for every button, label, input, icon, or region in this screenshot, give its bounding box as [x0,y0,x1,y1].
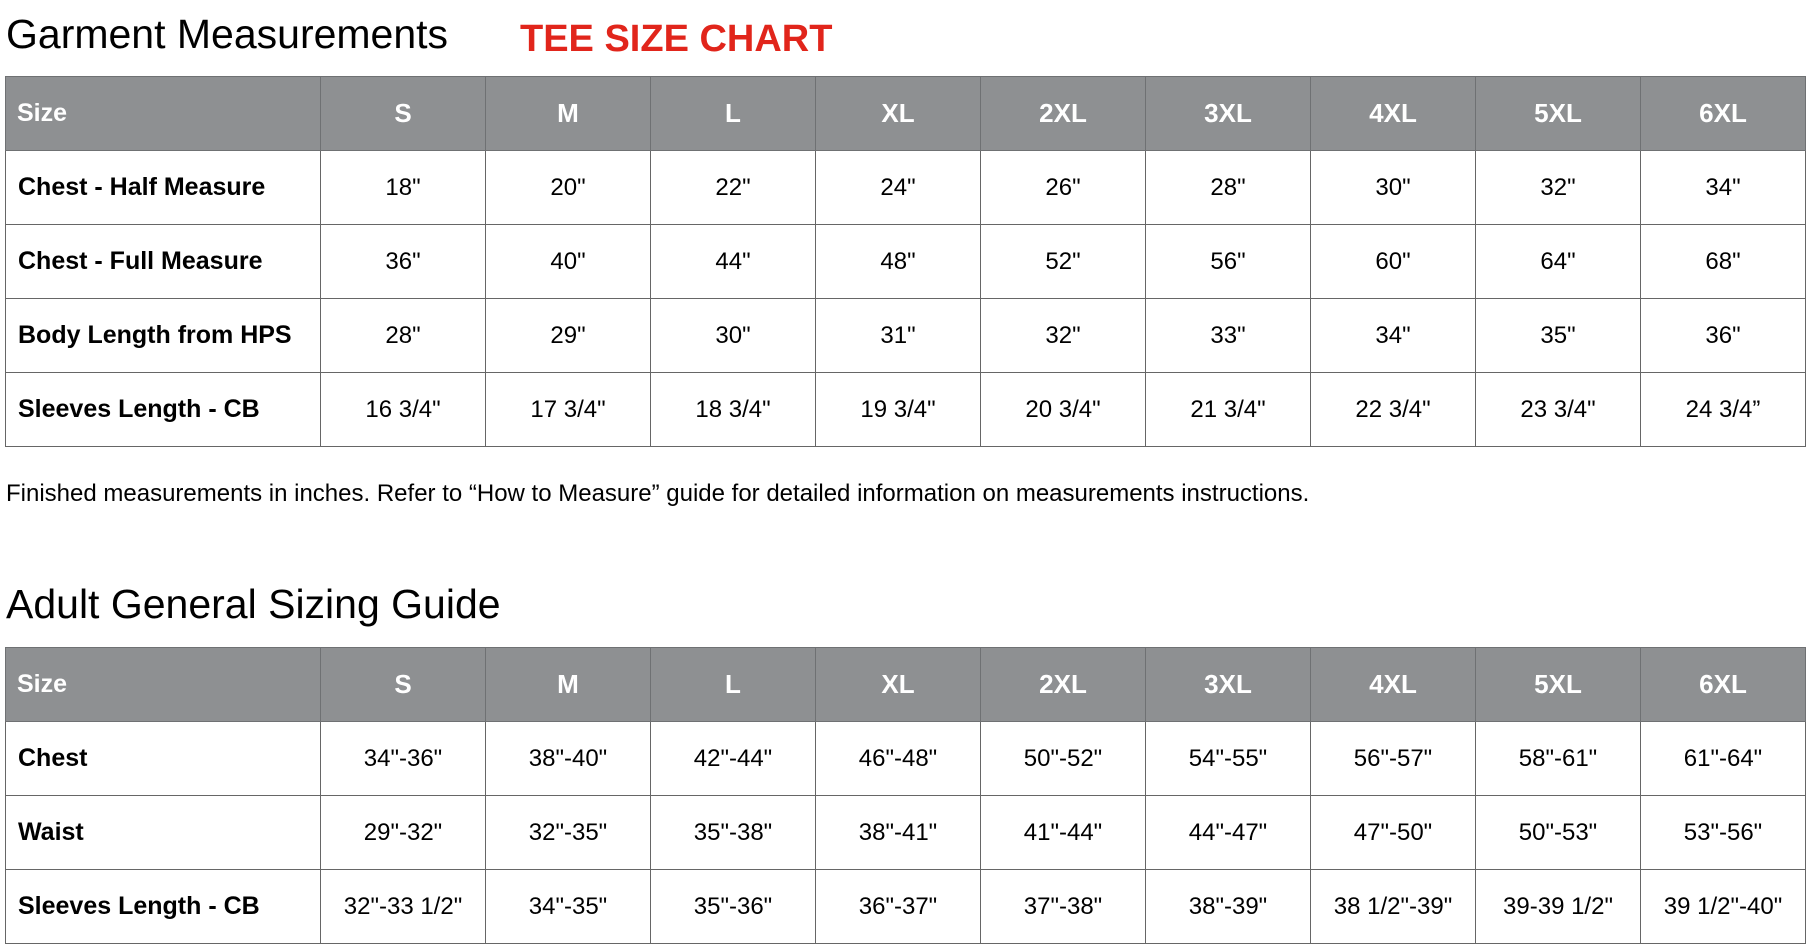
measurement-cell: 34"-35" [486,870,651,944]
measurement-note: Finished measurements in inches. Refer to “How to Measure” guide for detailed information on measurements instructions. [6,480,1310,507]
measurement-cell: 42"-44" [651,722,816,796]
size-column-header: 5XL [1476,648,1641,722]
table-row [6,225,1806,299]
measurement-cell: 28" [321,299,486,373]
size-column-header: 6XL [1641,648,1806,722]
measurement-cell: 40" [486,225,651,299]
size-column-header: 6XL [1641,77,1806,151]
table-row [6,373,1806,447]
table-row [6,722,1806,796]
measurement-cell: 34" [1311,299,1476,373]
size-column-header: 4XL [1311,77,1476,151]
measurement-cell: 23 3/4" [1476,373,1641,447]
row-label: Sleeves Length - CB [6,870,321,944]
measurement-cell: 28" [1146,151,1311,225]
size-column-header: L [651,648,816,722]
measurement-cell: 20" [486,151,651,225]
row-label: Chest - Full Measure [6,225,321,299]
measurement-cell: 58"-61" [1476,722,1641,796]
measurement-cell: 34"-36" [321,722,486,796]
measurement-cell: 44"-47" [1146,796,1311,870]
table-header-row [6,648,1806,722]
size-column-header: 3XL [1146,77,1311,151]
size-column-header: 3XL [1146,648,1311,722]
measurement-cell: 29"-32" [321,796,486,870]
measurement-cell: 56"-57" [1311,722,1476,796]
measurement-cell: 22 3/4" [1311,373,1476,447]
size-column-header: S [321,648,486,722]
measurement-cell: 19 3/4" [816,373,981,447]
measurement-cell: 53"-56" [1641,796,1806,870]
measurement-cell: 41"-44" [981,796,1146,870]
measurement-cell: 60" [1311,225,1476,299]
size-column-header: 2XL [981,77,1146,151]
size-column-header: 5XL [1476,77,1641,151]
measurement-cell: 64" [1476,225,1641,299]
size-header-label: Size [6,77,321,151]
row-label: Body Length from HPS [6,299,321,373]
measurement-cell: 34" [1641,151,1806,225]
measurement-cell: 35" [1476,299,1641,373]
measurement-cell: 26" [981,151,1146,225]
measurement-cell: 21 3/4" [1146,373,1311,447]
measurement-cell: 50"-52" [981,722,1146,796]
size-column-header: XL [816,648,981,722]
measurement-cell: 32"-35" [486,796,651,870]
measurement-cell: 18 3/4" [651,373,816,447]
table-row [6,299,1806,373]
measurement-cell: 30" [651,299,816,373]
size-column-header: M [486,648,651,722]
table-header-row [6,77,1806,151]
measurement-cell: 32"-33 1/2" [321,870,486,944]
measurement-cell: 38 1/2"-39" [1311,870,1476,944]
measurement-cell: 68" [1641,225,1806,299]
measurement-cell: 36"-37" [816,870,981,944]
measurement-cell: 54"-55" [1146,722,1311,796]
measurement-cell: 36" [321,225,486,299]
measurement-cell: 32" [1476,151,1641,225]
measurement-cell: 38"-40" [486,722,651,796]
measurement-cell: 39 1/2"-40" [1641,870,1806,944]
measurement-cell: 31" [816,299,981,373]
tee-size-chart-label: TEE SIZE CHART [520,18,833,60]
measurement-cell: 37"-38" [981,870,1146,944]
measurement-cell: 18" [321,151,486,225]
measurement-cell: 16 3/4" [321,373,486,447]
size-column-header: 4XL [1311,648,1476,722]
size-column-header: XL [816,77,981,151]
measurement-cell: 56" [1146,225,1311,299]
measurement-cell: 46"-48" [816,722,981,796]
row-label: Waist [6,796,321,870]
row-label: Chest - Half Measure [6,151,321,225]
measurement-cell: 48" [816,225,981,299]
row-label: Chest [6,722,321,796]
measurement-cell: 20 3/4" [981,373,1146,447]
garment-measurements-table [5,76,1806,447]
measurement-cell: 47"-50" [1311,796,1476,870]
measurement-cell: 17 3/4" [486,373,651,447]
measurement-cell: 38"-39" [1146,870,1311,944]
measurement-cell: 32" [981,299,1146,373]
size-column-header: 2XL [981,648,1146,722]
measurement-cell: 39-39 1/2" [1476,870,1641,944]
measurement-cell: 61"-64" [1641,722,1806,796]
table-row [6,796,1806,870]
size-column-header: M [486,77,651,151]
row-label: Sleeves Length - CB [6,373,321,447]
measurement-cell: 22" [651,151,816,225]
size-header-label: Size [6,648,321,722]
measurement-cell: 50"-53" [1476,796,1641,870]
measurement-cell: 24 3/4” [1641,373,1806,447]
measurement-cell: 29" [486,299,651,373]
measurement-cell: 24" [816,151,981,225]
measurement-cell: 52" [981,225,1146,299]
table-row [6,151,1806,225]
size-column-header: L [651,77,816,151]
table-row [6,870,1806,944]
size-column-header: S [321,77,486,151]
garment-measurements-title: Garment Measurements [6,11,449,57]
measurement-cell: 38"-41" [816,796,981,870]
measurement-cell: 33" [1146,299,1311,373]
measurement-cell: 35"-38" [651,796,816,870]
measurement-cell: 36" [1641,299,1806,373]
measurement-cell: 44" [651,225,816,299]
adult-sizing-table [5,647,1806,944]
adult-sizing-guide-title: Adult General Sizing Guide [6,581,501,627]
measurement-cell: 35"-36" [651,870,816,944]
measurement-cell: 30" [1311,151,1476,225]
